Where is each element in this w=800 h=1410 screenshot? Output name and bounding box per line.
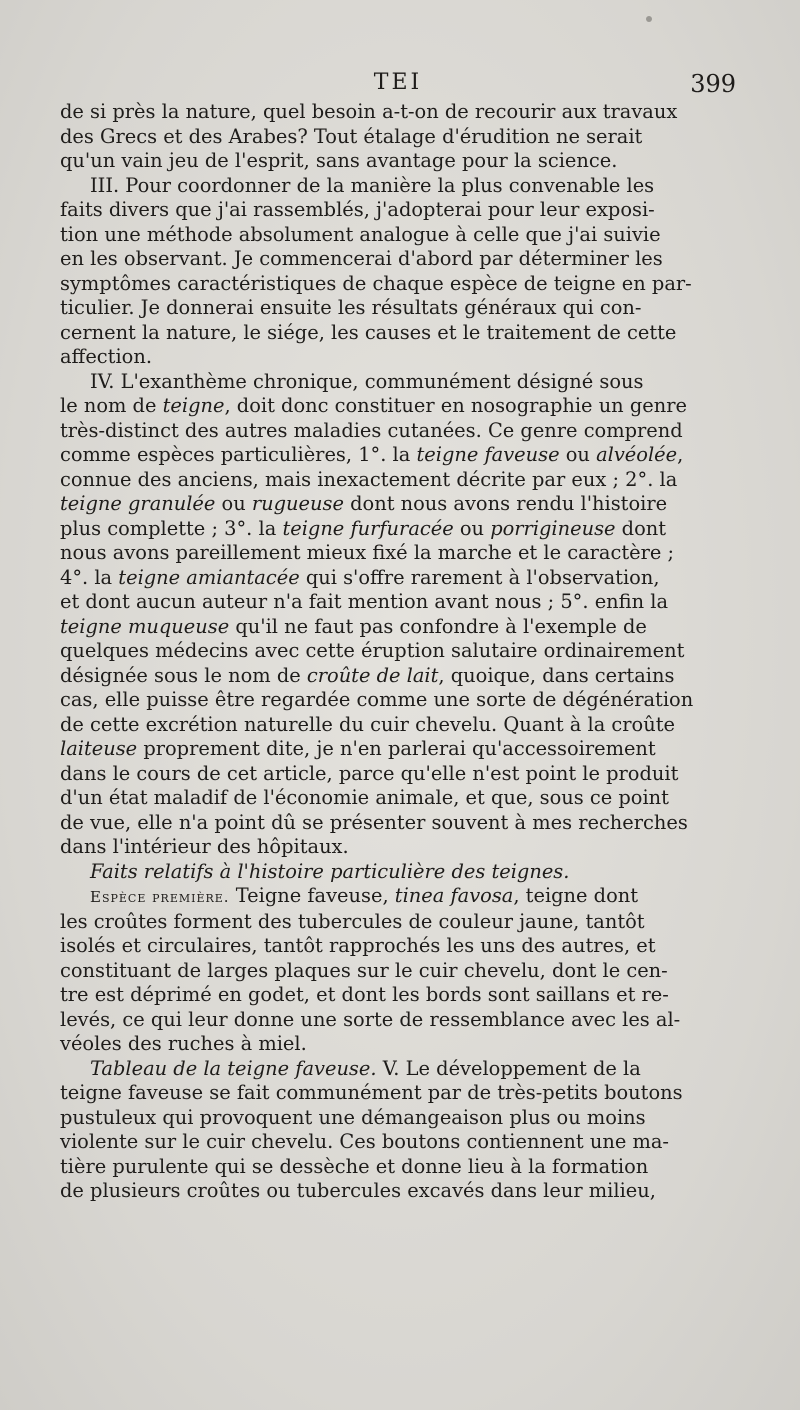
species-label: Espèce première.: [90, 888, 230, 906]
text-line: teigne faveuse se fait communément par de très-petits boutons: [60, 1081, 683, 1104]
text-run: comme espèces particulières, 1°. la: [60, 443, 417, 466]
text-line: tière purulente qui se dessèche et donne lieu à la formation: [60, 1154, 649, 1178]
text-line: [60, 737, 736, 762]
text-line: qu'un vain jeu de l'esprit, sans avantage pour la science.: [60, 149, 618, 172]
text-line: quelques médecins avec cette éruption salutaire ordinairement: [60, 639, 685, 662]
text-line: tre est déprimé en godet, et dont les bords sont saillans et re-: [60, 983, 669, 1006]
text-line: de si près la nature, quel besoin a-t-on de recourir aux travaux: [60, 100, 678, 123]
text-line: des Grecs et des Arabes? Tout étalage d'érudition ne serait: [60, 124, 643, 148]
text-run: 4°. la: [60, 565, 119, 589]
text-line: faits divers que j'ai rassemblés, j'adopterai pour leur exposi-: [60, 198, 655, 221]
text-line: tion une méthode absolument analogue à celle que j'ai suivie: [60, 222, 661, 246]
italic-heading: Faits relatifs à l'histoire particulière des teignes.: [90, 859, 570, 883]
text-run: qu'il ne faut pas confondre à l'exemple de: [229, 614, 647, 638]
text-line: de cette excrétion naturelle du cuir chevelu. Quant à la croûte: [60, 712, 675, 736]
text-line: en les observant. Je commencerai d'abord par déterminer les: [60, 247, 663, 270]
text-run: ou: [559, 443, 597, 466]
italic-term: teigne faveuse: [416, 443, 560, 466]
text-line: violente sur le cuir chevelu. Ces boutons contiennent une ma-: [60, 1130, 669, 1153]
text-line: cernent la nature, le siége, les causes et le traitement de cette: [60, 320, 677, 344]
text-run: ou: [215, 492, 252, 515]
italic-term: teigne muqueuse: [60, 614, 230, 638]
text-line: les croûtes forment des tubercules de couleur jaune, tantôt: [60, 909, 645, 933]
text-line: pustuleux qui provoquent une démangeaison plus ou moins: [60, 1105, 646, 1129]
text-line: affection.: [60, 345, 152, 368]
text-line: [60, 1057, 736, 1082]
text-line: cas, elle puisse être regardée comme une sorte de dégénération: [60, 688, 694, 711]
italic-heading: Tableau de la teigne faveuse.: [90, 1056, 377, 1080]
text-line: nous avons pareillement mieux fixé la marche et le caractère ;: [60, 541, 675, 564]
text-run: Teigne faveuse,: [229, 884, 395, 907]
text-line: ticulier. Je donnerai ensuite les résultats généraux qui con-: [60, 296, 642, 319]
page-number: 399: [690, 70, 736, 98]
text-line: dans le cours de cet article, parce qu'elle n'est point le produit: [60, 761, 679, 785]
text-line: [60, 566, 736, 591]
text-run: V. Le développement de la: [376, 1056, 641, 1080]
section-heading: [60, 860, 736, 885]
page-body: [60, 100, 736, 1204]
italic-term: teigne: [162, 394, 225, 417]
text-line: [60, 615, 736, 640]
text-run: , quoique, dans certains: [438, 663, 675, 687]
italic-term: teigne amiantacée: [118, 565, 300, 589]
text-line: de vue, elle n'a point dû se présenter souvent à mes recherches: [60, 810, 688, 834]
text-line: dans l'intérieur des hôpitaux.: [60, 835, 349, 858]
text-run: proprement dite, je n'en parlerai qu'accessoirement: [137, 737, 656, 760]
text-run: plus complette ; 3°. la: [60, 516, 283, 540]
text-run: , doit donc constituer en nosographie un genre: [224, 394, 687, 417]
text-line: [60, 884, 736, 910]
text-line: [60, 517, 736, 542]
italic-term: tinea favosa: [394, 884, 514, 907]
text-line: et dont aucun auteur n'a fait mention avant nous ; 5°. enfin la: [60, 590, 669, 613]
running-head: TEI: [373, 70, 423, 95]
text-run: , teigne dont: [513, 884, 639, 907]
italic-term: teigne granulée: [60, 492, 216, 515]
italic-term: porrigineuse: [490, 516, 616, 540]
ink-speck: [646, 16, 652, 22]
italic-term: laiteuse: [60, 737, 138, 760]
italic-term: teigne furfuracée: [282, 516, 454, 540]
text-run: ou: [453, 516, 491, 540]
text-line: [60, 664, 736, 689]
text-line: véoles des ruches à miel.: [60, 1032, 307, 1055]
text-run: dont nous avons rendu l'histoire: [343, 492, 668, 515]
text-line: constituant de larges plaques sur le cuir chevelu, dont le cen-: [60, 958, 668, 982]
text-run: le nom de: [60, 394, 163, 417]
text-line: levés, ce qui leur donne une sorte de ressemblance avec les al-: [60, 1007, 681, 1031]
text-line: symptômes caractéristiques de chaque espèce de teigne en par-: [60, 271, 692, 295]
text-line: connue des anciens, mais inexactement décrite par eux ; 2°. la: [60, 467, 678, 491]
text-line: IV. L'exanthème chronique, communément désigné sous: [90, 369, 644, 393]
text-run: dont: [615, 516, 667, 540]
text-line: isolés et circulaires, tantôt rapprochés les uns des autres, et: [60, 934, 656, 957]
text-run: qui s'offre rarement à l'observation,: [299, 565, 660, 589]
text-line: III. Pour coordonner de la manière la plus convenable les: [90, 173, 655, 197]
text-line: [60, 443, 736, 468]
page-header: [60, 68, 736, 102]
text-line: de plusieurs croûtes ou tubercules excavés dans leur milieu,: [60, 1179, 656, 1202]
text-line: [60, 492, 736, 517]
italic-term: alvéolée: [596, 443, 678, 466]
text-line: d'un état maladif de l'économie animale, et que, sous ce point: [60, 786, 669, 809]
text-run: ,: [677, 443, 684, 466]
italic-term: rugueuse: [251, 492, 344, 515]
text-line: [60, 394, 736, 419]
text-line: très-distinct des autres maladies cutanées. Ce genre comprend: [60, 418, 683, 442]
italic-term: croûte de lait: [306, 663, 439, 687]
text-run: désignée sous le nom de: [60, 663, 307, 687]
